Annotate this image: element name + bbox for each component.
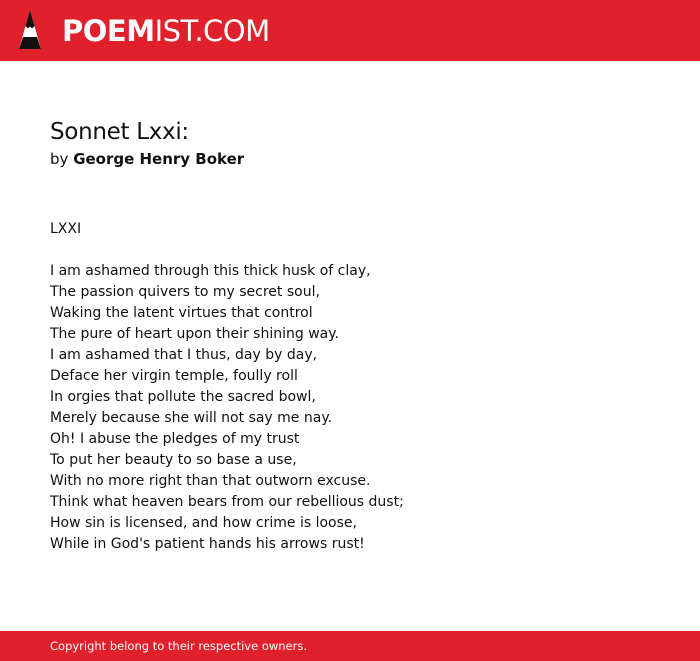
pencil-tip-icon[interactable] [18, 9, 42, 51]
poem-heading: LXXI [50, 221, 82, 237]
poem-line: With no more right than that outworn excuse. [50, 473, 371, 489]
poem-line: While in God's patient hands his arrows rust! [50, 536, 365, 552]
copyright-text: Copyright belong to their respective owners. [50, 639, 308, 653]
poem-line: Think what heaven bears from our rebellious dust; [50, 494, 404, 510]
poem-line: I am ashamed through this thick husk of clay, [50, 263, 371, 279]
poem-line: Waking the latent virtues that control [50, 305, 313, 321]
by-label: by [50, 150, 69, 168]
site-logo-link[interactable] [62, 13, 270, 49]
site-footer [0, 631, 700, 661]
site-header [0, 0, 700, 61]
author-name: George Henry Boker [73, 150, 245, 168]
poem-line: How sin is licensed, and how crime is loose, [50, 515, 357, 531]
stanza-gap [50, 240, 670, 261]
poem-line: In orgies that pollute the sacred bowl, [50, 389, 316, 405]
poem-line: To put her beauty to so base a use, [50, 452, 297, 468]
brand-light-text: IST.COM [154, 14, 270, 48]
poem-line: The pure of heart upon their shining way. [50, 326, 339, 342]
brand-bold-text: POEM [62, 14, 155, 48]
poem-body [50, 219, 670, 555]
poem-line: Merely because she will not say me nay. [50, 410, 333, 426]
poem-line: Deface her virgin temple, foully roll [50, 368, 298, 384]
poem-line: I am ashamed that I thus, day by day, [50, 347, 318, 363]
poem-line: Oh! I abuse the pledges of my trust [50, 431, 300, 447]
poem-lines [50, 261, 670, 555]
poem-title: Sonnet Lxxi: [50, 119, 189, 145]
byline [50, 149, 244, 169]
poem-line: The passion quivers to my secret soul, [50, 284, 320, 300]
